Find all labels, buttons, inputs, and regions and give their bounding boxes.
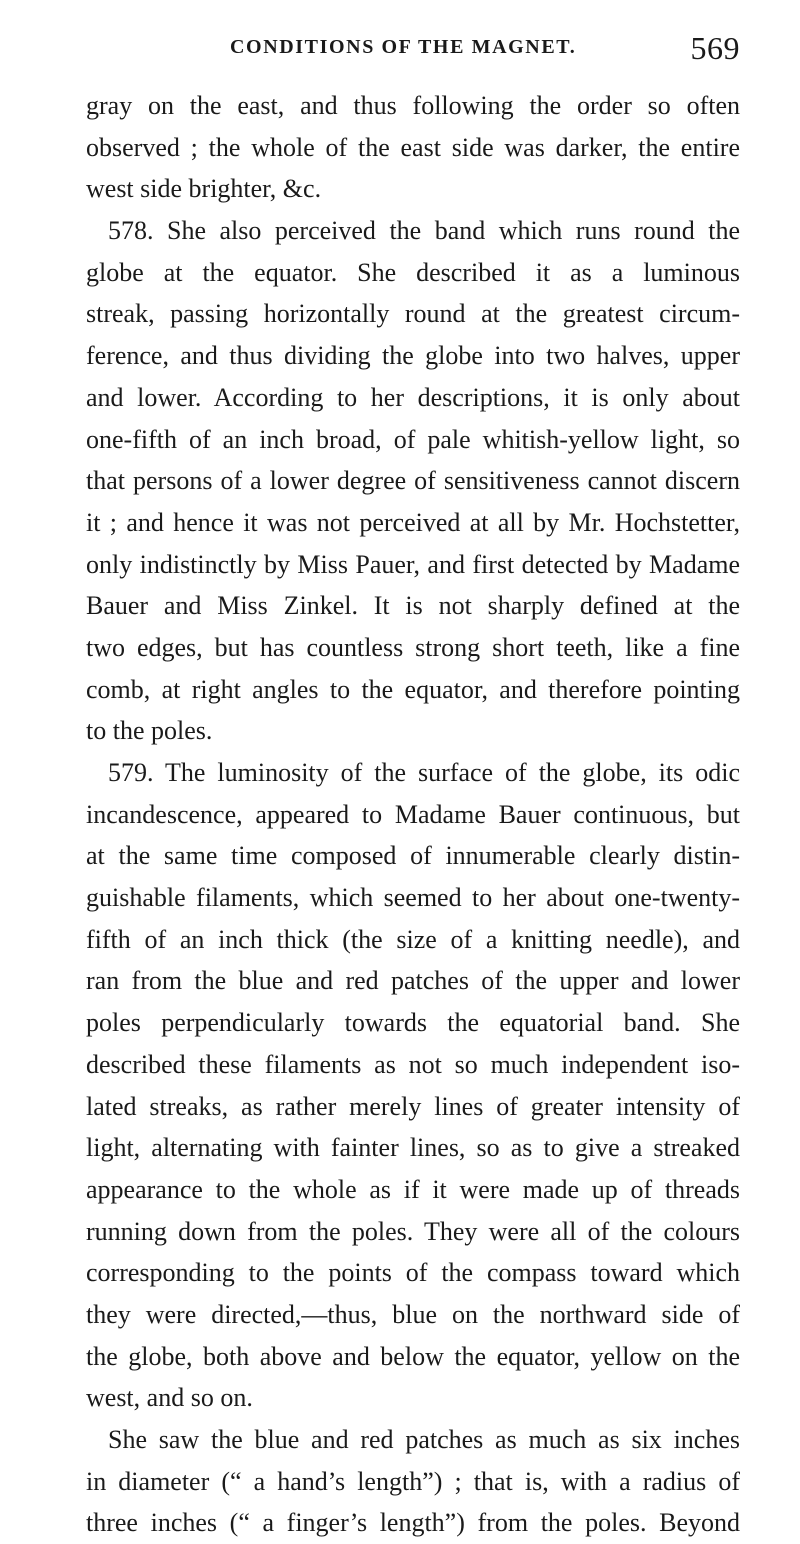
text-line: globe at the equator. She described it as a luminous	[86, 257, 740, 287]
text-line: gray on the east, and thus following the order so often	[86, 91, 740, 120]
text-line: and lower. According to her descriptions, it is only about	[86, 382, 740, 412]
text-line: fifth of an inch thick (the size of a knitting needle), and	[86, 924, 740, 954]
text-line: west side brighter, &c.	[86, 174, 322, 204]
running-title: CONDITIONS OF THE MAGNET.	[230, 36, 577, 58]
text-line: described these filaments as not so much independent iso-	[86, 1049, 740, 1079]
text-line: at the same time composed of innumerable clearly distin-	[86, 841, 740, 871]
text-line: to the poles.	[86, 716, 213, 746]
text-line: observed ; the whole of the east side was darker, the entire	[86, 132, 740, 162]
text-line: they were directed,—thus, blue on the northward side of	[86, 1299, 740, 1329]
text-line: that persons of a lower degree of sensitiveness cannot discern	[86, 466, 740, 496]
text-line: it ; and hence it was not perceived at all by Mr. Hochstetter,	[86, 507, 740, 537]
text-line: two edges, but has countless strong short teeth, like a fine	[86, 632, 740, 662]
text-line: 579. The luminosity of the surface of the globe, its odic	[108, 758, 740, 787]
text-line: incandescence, appeared to Madame Bauer continuous, but	[86, 799, 740, 829]
text-line: corresponding to the points of the compass toward which	[86, 1258, 740, 1288]
text-line: west, and so on.	[86, 1383, 253, 1413]
text-line: streak, passing horizontally round at the greatest circum-	[86, 299, 740, 329]
text-line: three inches (“ a finger’s length”) from the poles. Beyond	[86, 1508, 740, 1538]
text-line: in diameter (“ a hand’s length”) ; that is, with a radius of	[86, 1466, 740, 1496]
running-head	[86, 30, 740, 70]
text-line: one-fifth of an inch broad, of pale whitish-yellow light, so	[86, 424, 740, 454]
text-line: ran from the blue and red patches of the upper and lower	[86, 966, 740, 996]
text-line: the globe, both above and below the equator, yellow on the	[86, 1341, 740, 1371]
page-number: 569	[690, 30, 740, 66]
text-line: She saw the blue and red patches as much as six inches	[108, 1425, 740, 1454]
text-line: appearance to the whole as if it were made up of threads	[86, 1174, 740, 1204]
text-line: ference, and thus dividing the globe into two halves, upper	[86, 341, 740, 371]
text-line: only indistinctly by Miss Pauer, and first detected by Madame	[86, 549, 740, 579]
text-line: comb, at right angles to the equator, and therefore pointing	[86, 674, 740, 704]
text-line: poles perpendicularly towards the equatorial band. She	[86, 1008, 740, 1038]
text-line: running down from the poles. They were all of the colours	[86, 1216, 740, 1246]
text-line: Bauer and Miss Zinkel. It is not sharply defined at the	[86, 591, 740, 621]
text-line: light, alternating with fainter lines, so as to give a streaked	[86, 1133, 740, 1163]
body-text	[86, 85, 740, 1544]
text-line: 578. She also perceived the band which runs round the	[108, 216, 740, 246]
text-line: lated streaks, as rather merely lines of greater intensity of	[86, 1091, 740, 1121]
text-line: guishable filaments, which seemed to her about one-twenty-	[86, 883, 740, 913]
